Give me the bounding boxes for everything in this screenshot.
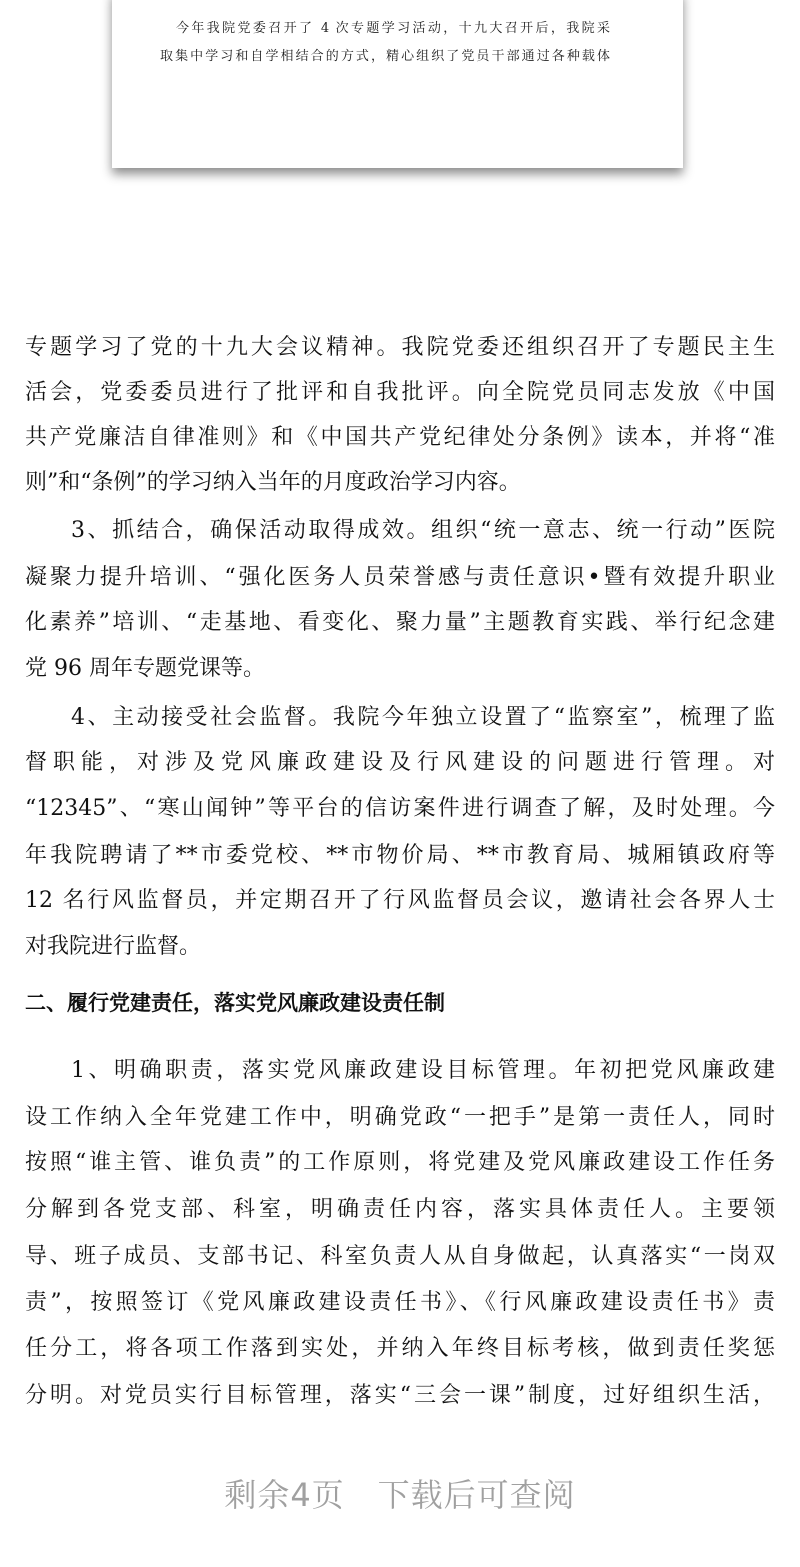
text-line: “12345”、“寒山闻钟”等平台的信访案件进行调查了解，及时处理。今 — [25, 796, 775, 821]
text-line: 3、抓结合，确保活动取得成效。组织“统一意志、统一行动”医院 — [71, 518, 775, 543]
text-line: 导、班子成员、支部书记、科室负责人从自身做起，认真落实“一岗双 — [25, 1244, 775, 1269]
section-heading: 二、履行党建责任，落实党风廉政建设责任制 — [25, 991, 445, 1015]
text-line: 分明。对党员实行目标管理，落实“三会一课”制度，过好组织生活， — [25, 1383, 775, 1408]
text-line: 设工作纳入全年党建工作中，明确党政“一把手”是第一责任人，同时 — [25, 1105, 775, 1130]
text-line: 化素养”培训、“走基地、看变化、聚力量”主题教育实践、举行纪念建 — [25, 610, 775, 635]
text-line: 共产党廉洁自律准则》和《中国共产党纪律处分条例》读本，并将“准 — [25, 425, 775, 450]
text-line: 党 96 周年专题党课等。 — [25, 656, 265, 681]
remaining-pages-download-prompt[interactable]: 剩余4页 下载后可查阅 — [224, 1476, 576, 1514]
text-line: 12 名行风监督员，并定期召开了行风监督员会议，邀请社会各界人士 — [25, 888, 775, 913]
text-line: 任分工，将各项工作落到实处，并纳入年终目标考核，做到责任奖惩 — [25, 1336, 775, 1361]
preview-line: 取集中学习和自学相结合的方式，精心组织了党员干部通过各种载体 — [160, 49, 610, 64]
text-line: 分解到各党支部、科室，明确责任内容，落实具体责任人。主要领 — [25, 1197, 775, 1222]
text-line: 按照“谁主管、谁负责”的工作原则，将党建及党风廉政建设工作任务 — [25, 1150, 775, 1175]
text-line: 督职能，对涉及党风廉政建设及行风建设的问题进行管理。对 — [25, 750, 775, 775]
text-line: 凝聚力提升培训、“强化医务人员荣誉感与责任意识•暨有效提升职业 — [25, 565, 775, 590]
text-line: 4、主动接受社会监督。我院今年独立设置了“监察室”，梳理了监 — [71, 705, 775, 730]
preview-line: 今年我院党委召开了 4 次专题学习活动，十九大召开后，我院采 — [176, 21, 610, 36]
text-line: 年我院聘请了**市委党校、**市物价局、**市教育局、城厢镇政府等 — [25, 843, 775, 868]
text-line: 1、明确职责，落实党风廉政建设目标管理。年初把党风廉政建 — [71, 1058, 775, 1083]
text-line: 活会，党委委员进行了批评和自我批评。向全院党员同志发放《中国 — [25, 380, 775, 405]
text-line: 对我院进行监督。 — [25, 934, 202, 959]
text-line: 责”，按照签订《党风廉政建设责任书》、《行风廉政建设责任书》责 — [25, 1290, 775, 1315]
preview-page-card — [112, 0, 683, 168]
text-line: 则”和“条例”的学习纳入当年的月度政治学习内容。 — [25, 470, 521, 495]
text-line: 专题学习了党的十九大会议精神。我院党委还组织召开了专题民主生 — [25, 335, 775, 360]
